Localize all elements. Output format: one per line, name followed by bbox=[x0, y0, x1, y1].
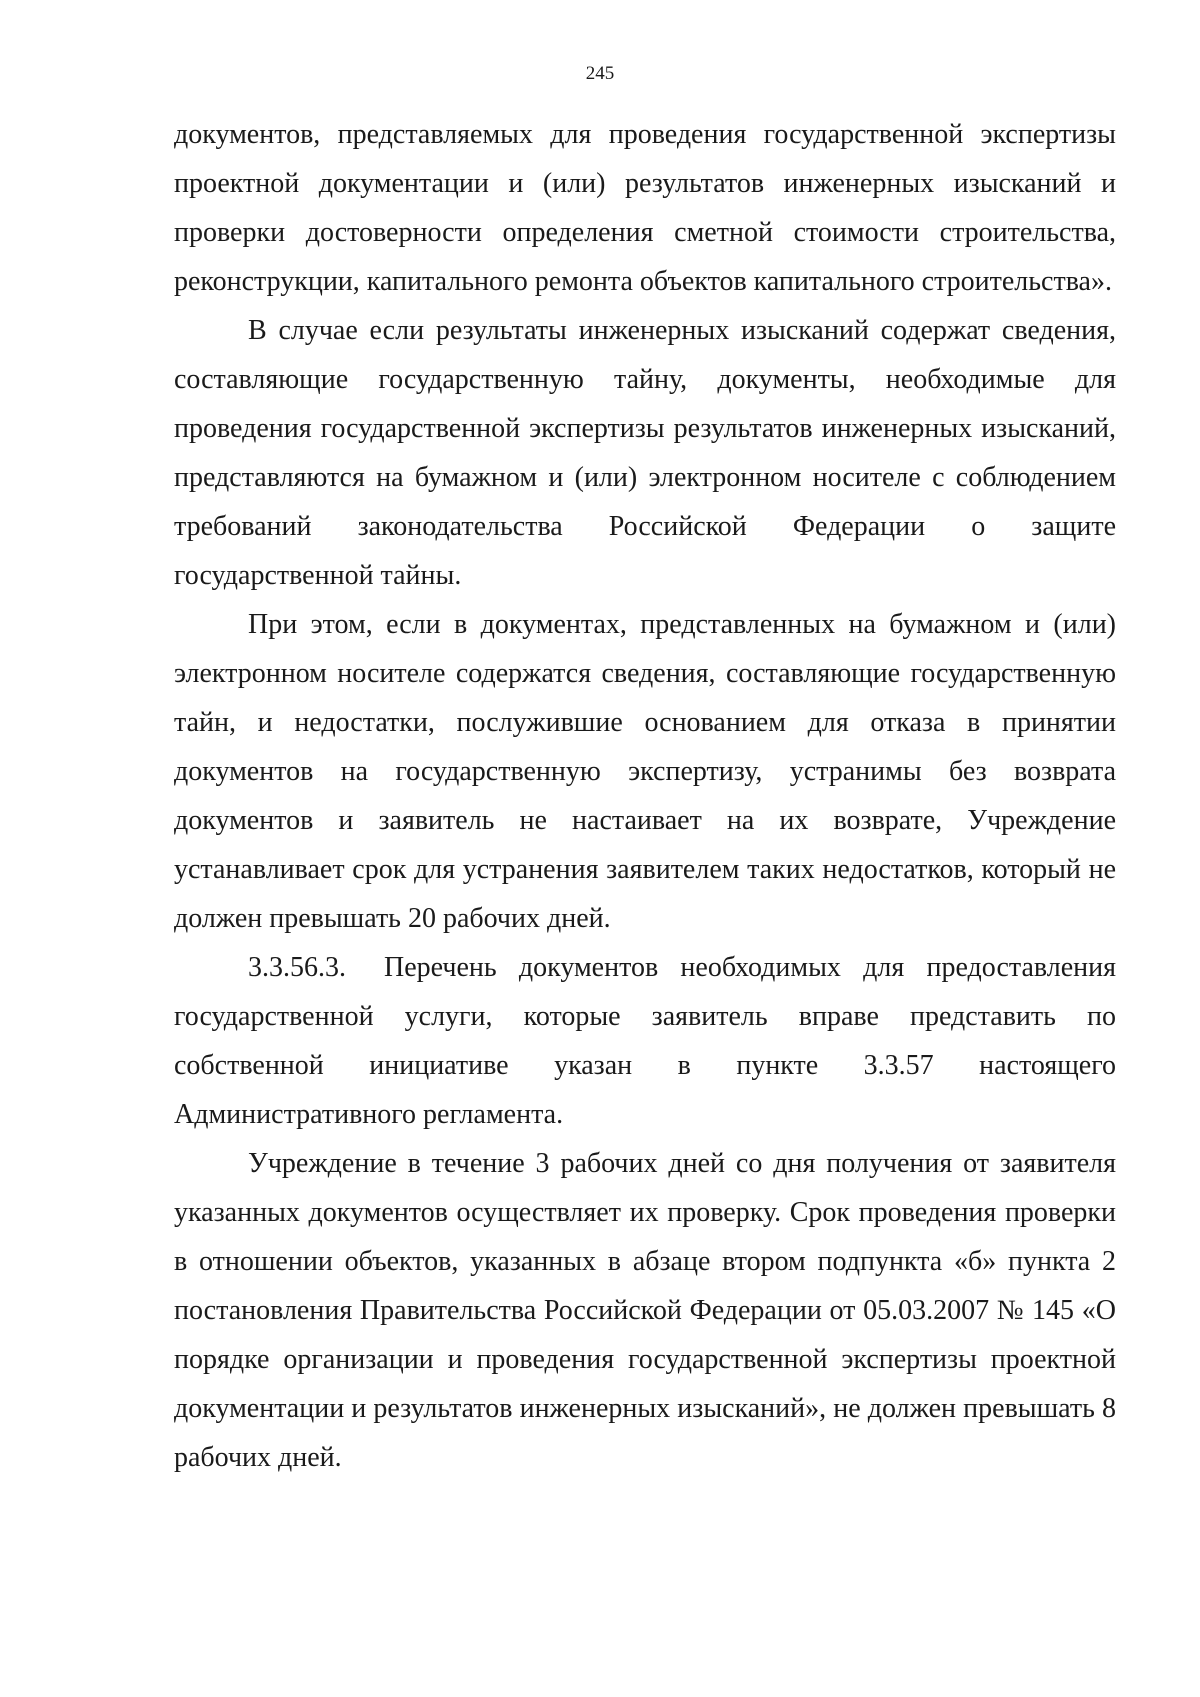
clause-number: 3.3.56.3. bbox=[248, 952, 346, 983]
paragraph-state-secret: В случае если результаты инженерных изысканий содержат сведения, составляющие государственную тайну, документы, необходимые для проведения государственной экспертизы результатов инженерных изысканий, представляются на бумажном и (или) электронном носителе с соблюдением требований законодательства Российской Федерации о защите государственной тайны. bbox=[174, 315, 1116, 591]
paragraph-verification: Учреждение в течение 3 рабочих дней со дня получения от заявителя указанных документов осуществляет их проверку. Срок проведения проверки в отношении объектов, указанных в абзаце втором подпункта «б» пункта 2 постановления Правительства Российской Федерации от 05.03.2007 № 145 «О порядке организации и проведения государственной экспертизы проектной документации и результатов инженерных изысканий», не должен превышать 8 рабочих дней. bbox=[174, 1148, 1116, 1473]
clause-3-3-56-3 bbox=[174, 943, 1116, 1139]
paragraph-deficiencies: При этом, если в документах, представленных на бумажном и (или) электронном носителе содержатся сведения, составляющие государственную тайн, и недостатки, послужившие основанием для отказа в принятии документов на государственную экспертизу, устранимы без возврата документов и заявитель не настаивает на их возврате, Учреждение устанавливает срок для устранения заявителем таких недостатков, который не должен превышать 20 рабочих дней. bbox=[174, 609, 1116, 934]
document-body bbox=[174, 110, 1116, 1482]
paragraph-continuation: документов, представляемых для проведения государственной экспертизы проектной документации и (или) результатов инженерных изысканий и проверки достоверности определения сметной стоимости строительства, реконструкции, капитального ремонта объектов капитального строительства». bbox=[174, 119, 1116, 297]
clause-text: Перечень документов необходимых для предоставления государственной услуги, которые заявитель вправе представить по собственной инициативе указан в пункте 3.3.57 настоящего Административного регламента. bbox=[174, 952, 1116, 1130]
page-number: 245 bbox=[585, 63, 615, 84]
